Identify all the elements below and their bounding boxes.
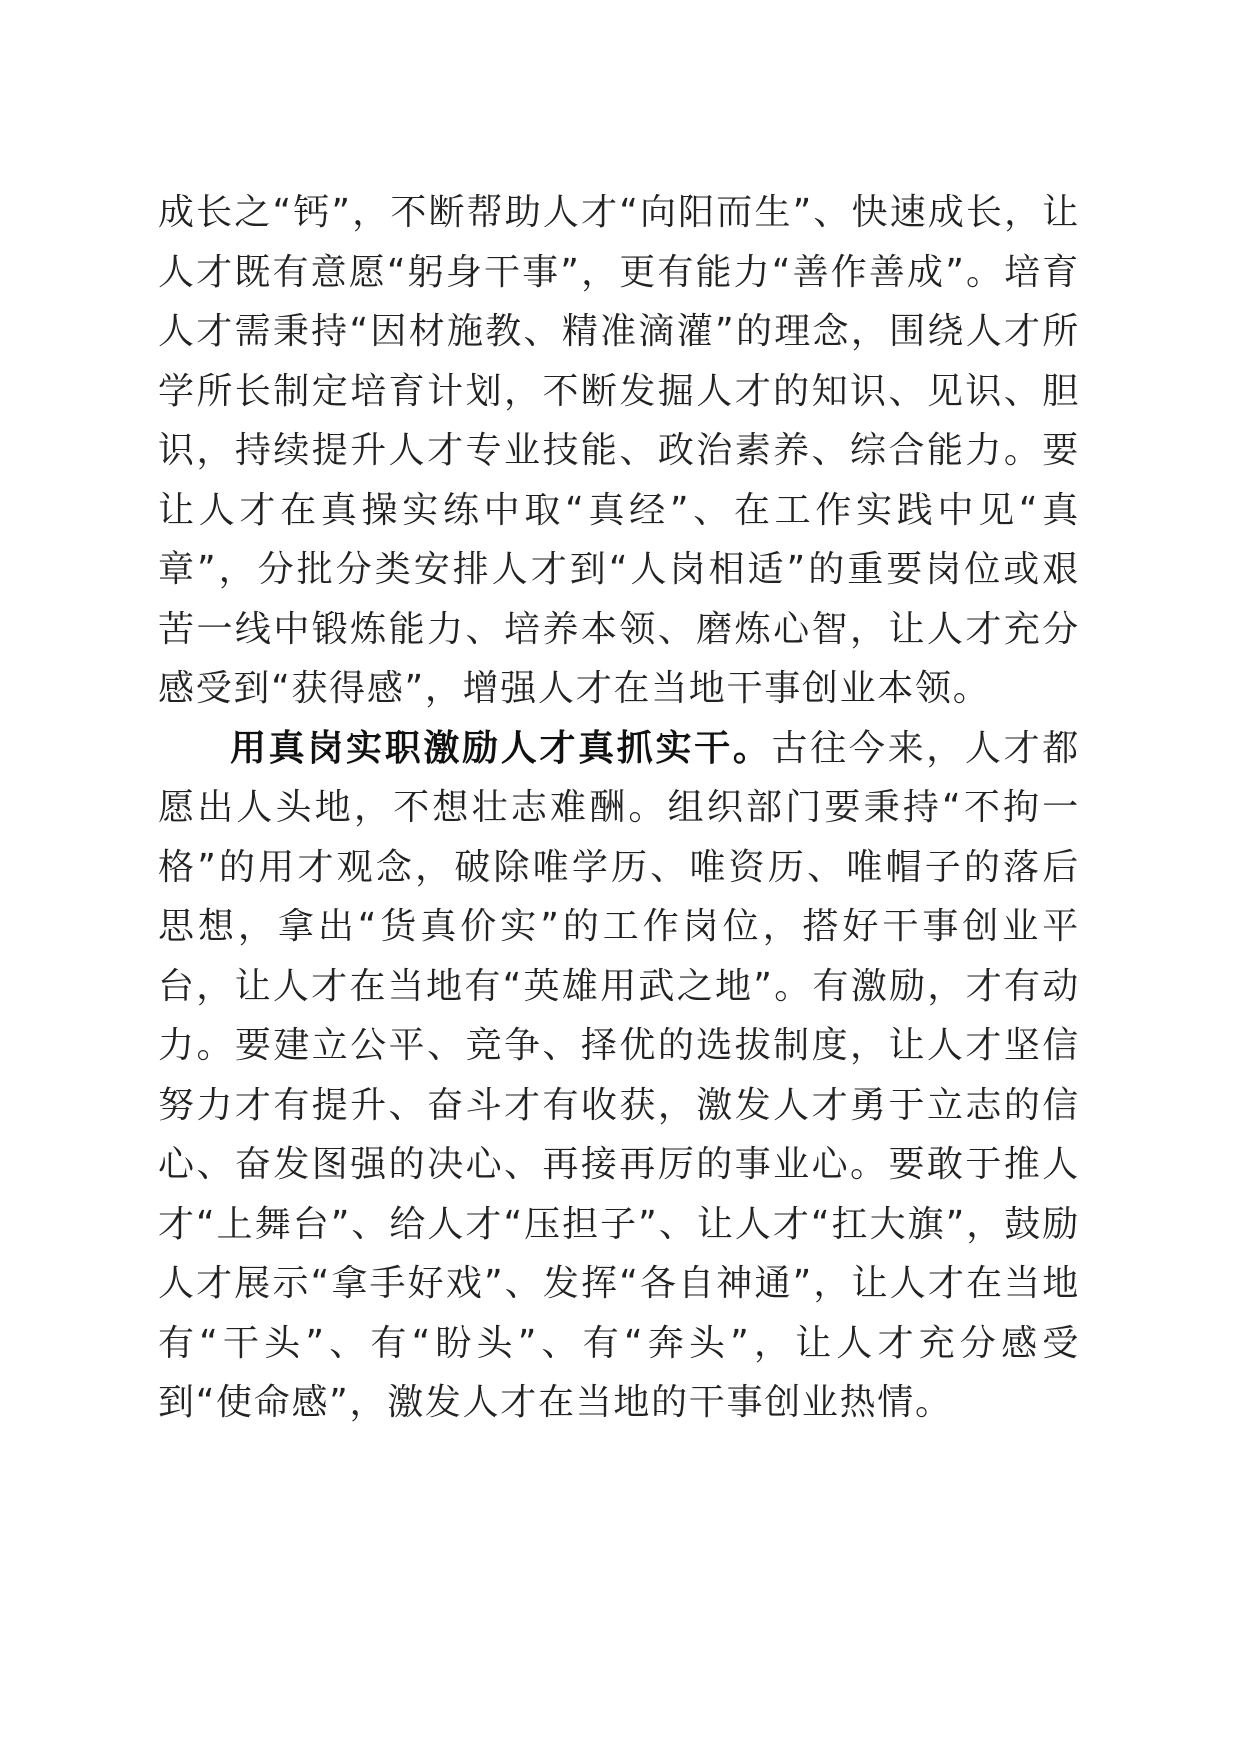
paragraph-lead-heading: 用真岗实职激励人才真抓实干。: [230, 727, 772, 769]
paragraph-talent-incentive: [158, 719, 1080, 1433]
paragraph-text: 成长之“钙”，不断帮助人才“向阳而生”、快速成长，让人才既有意愿“躬身干事”，更有能力“善作善成”。培育人才需秉持“因材施教、精准滴灌”的理念，围绕人才所学所长制定培育计划，不断发掘人才的知识、见识、胆识，持续提升人才专业技能、政治素养、综合能力。要让人才在真操实练中取“真经”、在工作实践中见“真章”，分批分类安排人才到“人岗相适”的重要岗位或艰苦一线中锻炼能力、培养本领、磨炼心智，让人才充分感受到“获得感”，增强人才在当地干事创业本领。: [158, 192, 1080, 709]
paragraph-text: 古往今来，人才都愿出人头地，不想壮志难酬。组织部门要秉持“不拘一格”的用才观念，破除唯学历、唯资历、唯帽子的落后思想，拿出“货真价实”的工作岗位，搭好干事创业平台，让人才在当地有“英雄用武之地”。有激励，才有动力。要建立公平、竞争、择优的选拔制度，让人才坚信努力才有提升、奋斗才有收获，激发人才勇于立志的信心、奋发图强的决心、再接再厉的事业心。要敢于推人才“上舞台”、给人才“压担子”、让人才“扛大旗”，鼓励人才展示“拿手好戏”、发挥“各自神通”，让人才在当地有“干头”、有“盼头”、有“奔头”，让人才充分感受到“使命感”，激发人才在当地的干事创业热情。: [158, 727, 1080, 1423]
document-body: [158, 183, 1080, 1433]
paragraph-continued: [158, 183, 1080, 719]
